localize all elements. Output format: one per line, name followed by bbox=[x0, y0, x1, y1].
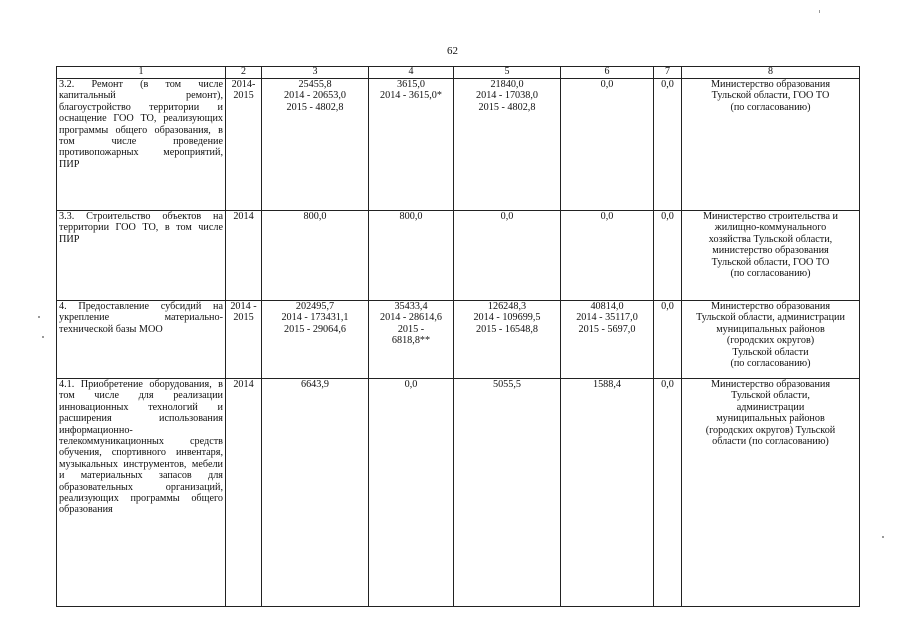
scan-mark bbox=[819, 10, 820, 13]
executor-cell bbox=[682, 79, 860, 211]
header-row bbox=[57, 67, 860, 79]
period-cell bbox=[226, 379, 262, 607]
cell-line: области (по согласованию) bbox=[712, 436, 829, 448]
cell-line: Тульской области bbox=[732, 346, 809, 358]
cell-line: 2014 - 173431,1 bbox=[281, 312, 349, 324]
cell-line: Министерство образования bbox=[710, 79, 831, 90]
cell-line: Министерство образования bbox=[710, 379, 831, 390]
cell-line: 3615,0 bbox=[396, 79, 425, 90]
cell-line: 2014- bbox=[231, 79, 256, 90]
cell-line: 0,0 bbox=[600, 211, 614, 222]
executor-cell bbox=[682, 379, 860, 607]
other-sources-cell: 0,0 bbox=[654, 301, 682, 379]
federal-budget-cell bbox=[369, 79, 454, 211]
cell-line: Тульской области, ГОО ТО bbox=[711, 256, 830, 268]
table-row bbox=[57, 301, 860, 379]
cell-line: 2015 bbox=[233, 90, 254, 102]
cell-line: (по согласованию) bbox=[730, 268, 811, 280]
cell-line: 2015 - 29064,6 bbox=[284, 323, 346, 335]
cell-line: 2014 - 3615,0* bbox=[380, 90, 442, 102]
period-cell bbox=[226, 79, 262, 211]
page-number: 62 bbox=[447, 45, 458, 57]
cell-line: 21840,0 bbox=[490, 79, 524, 90]
cell-line: Министерство строительства и bbox=[703, 211, 838, 222]
cell-line: 1588,4 bbox=[592, 379, 621, 390]
cell-line: жилищно-коммунального bbox=[714, 222, 827, 234]
data-table bbox=[56, 66, 860, 607]
cell-line: 800,0 bbox=[303, 211, 327, 222]
other-sources-cell: 0,0 bbox=[654, 211, 682, 301]
other-sources-cell: 0,0 bbox=[654, 79, 682, 211]
cell-line: 800,0 bbox=[399, 211, 423, 222]
cell-line: 2014 - 17038,0 bbox=[476, 90, 538, 102]
cell-line: 2014 - 28614,6 bbox=[380, 312, 442, 324]
cell-line: 6643,9 bbox=[300, 379, 329, 390]
federal-budget-cell bbox=[369, 301, 454, 379]
cell-line: Министерство образования bbox=[710, 301, 831, 312]
scan-mark bbox=[38, 316, 40, 318]
regional-budget-cell bbox=[454, 79, 561, 211]
column-header: 5 bbox=[454, 67, 561, 79]
municipal-budget-cell bbox=[561, 79, 654, 211]
municipal-budget-cell bbox=[561, 301, 654, 379]
total-cell bbox=[262, 211, 369, 301]
cell-line: 2015 - 4802,8 bbox=[286, 101, 344, 113]
cell-line: 2014 - bbox=[230, 301, 257, 312]
cell-line: Тульской области, администрации bbox=[696, 312, 845, 324]
cell-line: Тульской области, ГОО ТО bbox=[711, 90, 830, 102]
cell-line: 202495,7 bbox=[295, 301, 335, 312]
cell-line: 2014 - 20653,0 bbox=[284, 90, 346, 102]
table-row bbox=[57, 379, 860, 607]
cell-line: 5055,5 bbox=[492, 379, 521, 390]
executor-cell bbox=[682, 211, 860, 301]
cell-line: 6818,8** bbox=[391, 335, 431, 347]
cell-line: 2014 - 109699,5 bbox=[473, 312, 541, 324]
total-cell bbox=[262, 301, 369, 379]
cell-line: 2015 - bbox=[397, 323, 425, 335]
cell-line: (городских округов) Тульской bbox=[705, 424, 836, 436]
cell-line: 0,0 bbox=[600, 79, 614, 90]
federal-budget-cell bbox=[369, 211, 454, 301]
cell-line: (по согласованию) bbox=[730, 358, 811, 370]
item-description: 4. Предоставление субсидий на укрепление материально-технической базы МОО bbox=[57, 301, 226, 379]
other-sources-cell: 0,0 bbox=[654, 379, 682, 607]
column-header: 3 bbox=[262, 67, 369, 79]
cell-line: 2015 bbox=[233, 312, 254, 324]
regional-budget-cell bbox=[454, 379, 561, 607]
cell-line: Тульской области, bbox=[731, 390, 810, 402]
cell-line: (городских округов) bbox=[726, 335, 815, 347]
item-description: 3.3. Строительство объектов на территории ГОО ТО, в том числе ПИР bbox=[57, 211, 226, 301]
column-header: 1 bbox=[57, 67, 226, 79]
scan-mark bbox=[882, 536, 884, 538]
municipal-budget-cell bbox=[561, 379, 654, 607]
cell-line: 126248,3 bbox=[487, 301, 527, 312]
cell-line: 25455,8 bbox=[298, 79, 332, 90]
column-header: 2 bbox=[226, 67, 262, 79]
municipal-budget-cell bbox=[561, 211, 654, 301]
table-row bbox=[57, 211, 860, 301]
cell-line: 2015 - 4802,8 bbox=[478, 101, 536, 113]
cell-line: 2015 - 16548,8 bbox=[476, 323, 538, 335]
period-cell bbox=[226, 211, 262, 301]
scan-mark bbox=[42, 336, 44, 338]
table-row bbox=[57, 79, 860, 211]
cell-line: муниципальных районов bbox=[716, 323, 825, 335]
cell-line: 2014 bbox=[233, 379, 254, 390]
column-header: 8 bbox=[682, 67, 860, 79]
column-header: 7 bbox=[654, 67, 682, 79]
cell-line: 2014 bbox=[233, 211, 254, 222]
cell-line: 40814,0 bbox=[590, 301, 624, 312]
cell-line: 0,0 bbox=[404, 379, 418, 390]
cell-line: администрации bbox=[736, 401, 805, 413]
federal-budget-cell bbox=[369, 379, 454, 607]
regional-budget-cell bbox=[454, 211, 561, 301]
cell-line: министерство образования bbox=[712, 245, 829, 257]
cell-line: хозяйства Тульской области, bbox=[708, 233, 833, 245]
regional-budget-cell bbox=[454, 301, 561, 379]
total-cell bbox=[262, 379, 369, 607]
item-description: 4.1. Приобретение оборудования, в том числе для реализации инновационных технологий и расширения использования информационно-телекоммуникационных средств обучения, спортивного инвентаря, музыкальных инструментов, мебели и материальных запасов для образовательных организаций, реализующих программы общего образования bbox=[57, 379, 226, 607]
item-description: 3.2. Ремонт (в том числе капитальный ремонт), благоустройство территории и оснащение ГОО ТО, реализующих программы общего образования, в том числе проведение противопожарных мероприятий, ПИР bbox=[57, 79, 226, 211]
period-cell bbox=[226, 301, 262, 379]
cell-line: 2015 - 5697,0 bbox=[578, 323, 636, 335]
executor-cell bbox=[682, 301, 860, 379]
cell-line: 0,0 bbox=[500, 211, 514, 222]
cell-line: муниципальных районов bbox=[716, 413, 825, 425]
total-cell bbox=[262, 79, 369, 211]
cell-line: (по согласованию) bbox=[730, 101, 811, 113]
column-header: 6 bbox=[561, 67, 654, 79]
cell-line: 35433,4 bbox=[394, 301, 428, 312]
cell-line: 2014 - 35117,0 bbox=[576, 312, 638, 324]
column-header: 4 bbox=[369, 67, 454, 79]
